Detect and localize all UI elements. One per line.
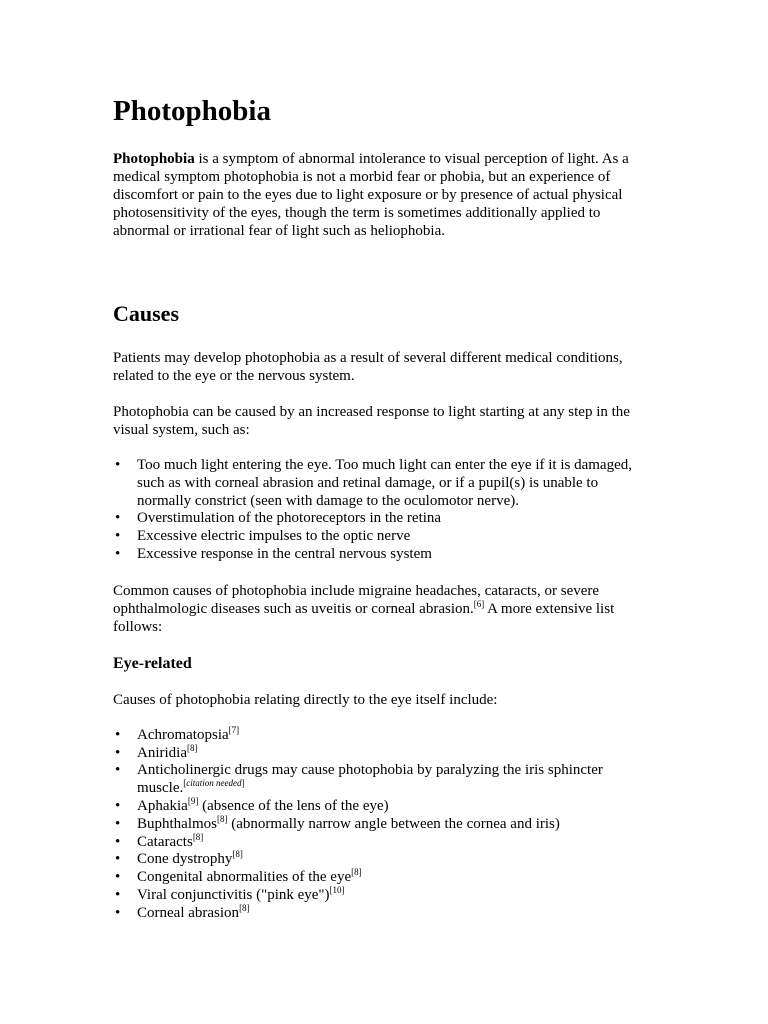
list-item [113,831,643,852]
reference-6[interactable]: [6] [473,598,485,609]
list-item-text: Cone dystrophy [137,851,233,868]
list-item-text: Achromatopsia [137,726,229,743]
list-item [113,762,643,798]
causes-paragraph-1: Patients may develop photophobia as a result of several different medical conditions, related to the eye or the nervous system. [113,350,623,384]
list-item-text: Buphthalmos [137,815,218,832]
citation-needed-text: citation needed [186,778,242,789]
list-item [113,884,643,905]
causes-paragraph-3 [113,582,643,636]
list-item-text: Congenital abnormalities of the eye [137,869,352,886]
page-title: Photophobia [113,95,271,127]
list-item [113,795,643,816]
list-item: • Excessive electric impulses to the optic nerve [113,528,643,546]
reference[interactable]: [9] [187,795,199,806]
causes-paragraph-3-tail: A more extensive list follows: [113,600,615,635]
list-item-rest: (absence of the lens of the eye) [198,797,389,814]
intro-text: is a symptom of abnormal intolerance to visual perception of light. As a medical symptom photophobia is not a morbid fear or phobia, but an experience of discomfort or pain to the eyes due to light exposure or by presence of actual physical photosensitivity of the eyes, though the term is sometimes additionally applied to abnormal or irrational fear of light such as heliophobia. [113,151,629,239]
causes-heading: Causes [113,301,180,326]
list-item-text: Corneal abrasion [137,904,240,921]
reference[interactable]: [8] [232,849,243,860]
reference[interactable]: [8] [239,902,250,913]
citation-needed[interactable]: [citation needed] [183,778,245,789]
causes-list [113,457,643,564]
list-item: • Too much light entering the eye. Too much light can enter the eye if it is damaged, such as with corneal abrasion and retinal damage, or if a pupil(s) is unable to normally constrict (seen with damage to the oculomotor nerve). [113,457,643,510]
reference[interactable]: [8] [187,742,198,753]
list-item [113,869,643,887]
list-item-text: Aphakia [137,797,188,814]
reference[interactable]: [7] [228,724,240,735]
eye-related-heading: Eye-related [113,654,192,672]
article-body [113,92,643,923]
intro-paragraph [113,150,643,240]
reference[interactable]: [8] [351,867,362,878]
list-item [113,851,643,869]
list-item-text: Anticholinergic drugs may cause photophobia by paralyzing the iris sphincter muscle. [137,762,603,797]
list-item-text: Viral conjunctivitis ("pink eye") [137,886,330,903]
eye-related-intro: Causes of photophobia relating directly to the eye itself include: [113,691,498,708]
reference[interactable]: [8] [192,831,204,842]
list-item [113,902,643,923]
causes-paragraph-3-text: Common causes of photophobia include migraine headaches, cataracts, or severe ophthalmologic diseases such as uveitis or corneal abrasion. [113,582,600,617]
list-item [113,742,643,763]
list-item: • Excessive response in the central nervous system [113,546,643,564]
list-item-text: Aniridia [137,744,187,761]
list-item-rest: (abnormally narrow angle between the cornea and iris) [227,815,560,832]
reference[interactable]: [10] [329,884,345,895]
reference[interactable]: [8] [217,813,228,824]
list-item: • Overstimulation of the photoreceptors in the retina [113,510,643,528]
list-item-text: Cataracts [137,833,193,850]
intro-term: Photophobia [113,151,195,167]
causes-paragraph-2: Photophobia can be caused by an increased response to light starting at any step in the visual system, such as: [113,404,630,438]
eye-related-list [113,724,643,923]
